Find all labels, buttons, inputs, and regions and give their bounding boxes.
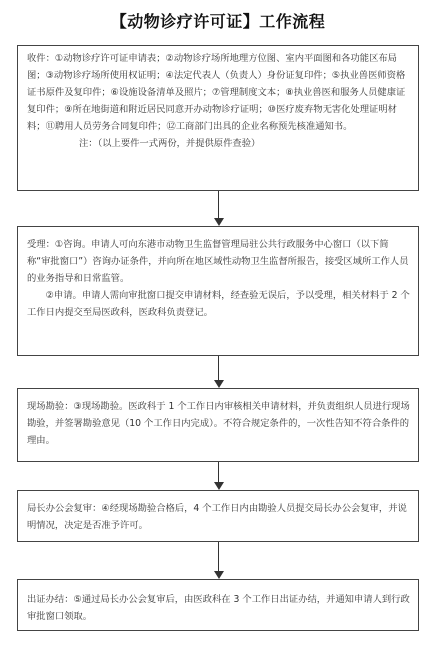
- flow-arrow: [214, 191, 224, 226]
- step-issue-label: 出证办结：: [27, 594, 74, 605]
- step-review-text: ④经现场勘验合格后，4 个工作日内由勘验人员提交局长办公会复审，并说明情况，决定是否准予许可。: [27, 503, 407, 531]
- step-accept-box: [17, 226, 419, 356]
- step-issue-box: [17, 579, 419, 631]
- flow-arrow: [214, 462, 224, 490]
- flow-arrow: [214, 356, 224, 388]
- step-review-box: [17, 490, 419, 542]
- page-title: 【动物诊疗许可证】工作流程: [110, 12, 326, 31]
- step-accept-text-2: ②申请。申请人需向审批窗口提交申请材料，经查验无误后，予以受理，相关材料于 2 个工作日内提交至局医政科，医政科负责登记。: [27, 290, 410, 318]
- step-review-content: [27, 500, 410, 534]
- step-accept-label: 受理：: [27, 239, 55, 250]
- step-receive-content: [27, 50, 410, 135]
- step-inspect-content: [27, 398, 410, 449]
- step-accept-content: [27, 236, 410, 287]
- step-receive-box: [17, 45, 419, 191]
- step-issue-text: ⑤通过局长办公会复审后，由医政科在 3 个工作日出证办结，并通知申请人到行政审批窗口领取。: [27, 594, 410, 622]
- step-inspect-label: 现场勘验：: [27, 401, 74, 412]
- step-receive-text: ①动物诊疗许可证申请表；②动物诊疗场所地理方位图、室内平面图和各功能区布局图；③动物诊疗场所使用权证明；④法定代表人（负责人）身份证复印件；⑤执业兽医师资格证书原件及复印件；⑥设施设备清单及照片；⑦管理制度文本；⑧执业兽医和服务人员健康证复印件；⑨所在地街道和附近居民同意开办动物诊疗证明；⑩医疗废弃物无害化处理证明材料；⑪聘用人员劳务合同复印件；⑫工商部门出具的企业名称预先核准通知书。: [27, 53, 406, 132]
- step-inspect-text: ③现场勘验。医政科于 1 个工作日内审核相关申请材料，并负责组织人员进行现场勘验，并签署勘验意见（10 个工作日内完成）。不符合规定条件的，一次性告知不符合条件的理由。: [27, 401, 410, 446]
- flow-arrow: [214, 542, 224, 579]
- step-review-label: 局长办公会复审：: [27, 503, 102, 514]
- step-receive-label: 收件：: [27, 53, 55, 64]
- step-issue-content: [27, 591, 410, 625]
- step-accept-text: ①咨询。申请人可向东港市动物卫生监督管理局驻公共行政服务中心窗口（以下简称“审批窗口”）咨询办证条件，并向所在地区域性动物卫生监督所报告，接受区域所工作人员的业务指导和日常监管。: [27, 239, 409, 284]
- step-receive-note: 注：（以上要件一式两份，并提供原件查验）: [79, 138, 261, 149]
- step-inspect-box: [17, 388, 419, 462]
